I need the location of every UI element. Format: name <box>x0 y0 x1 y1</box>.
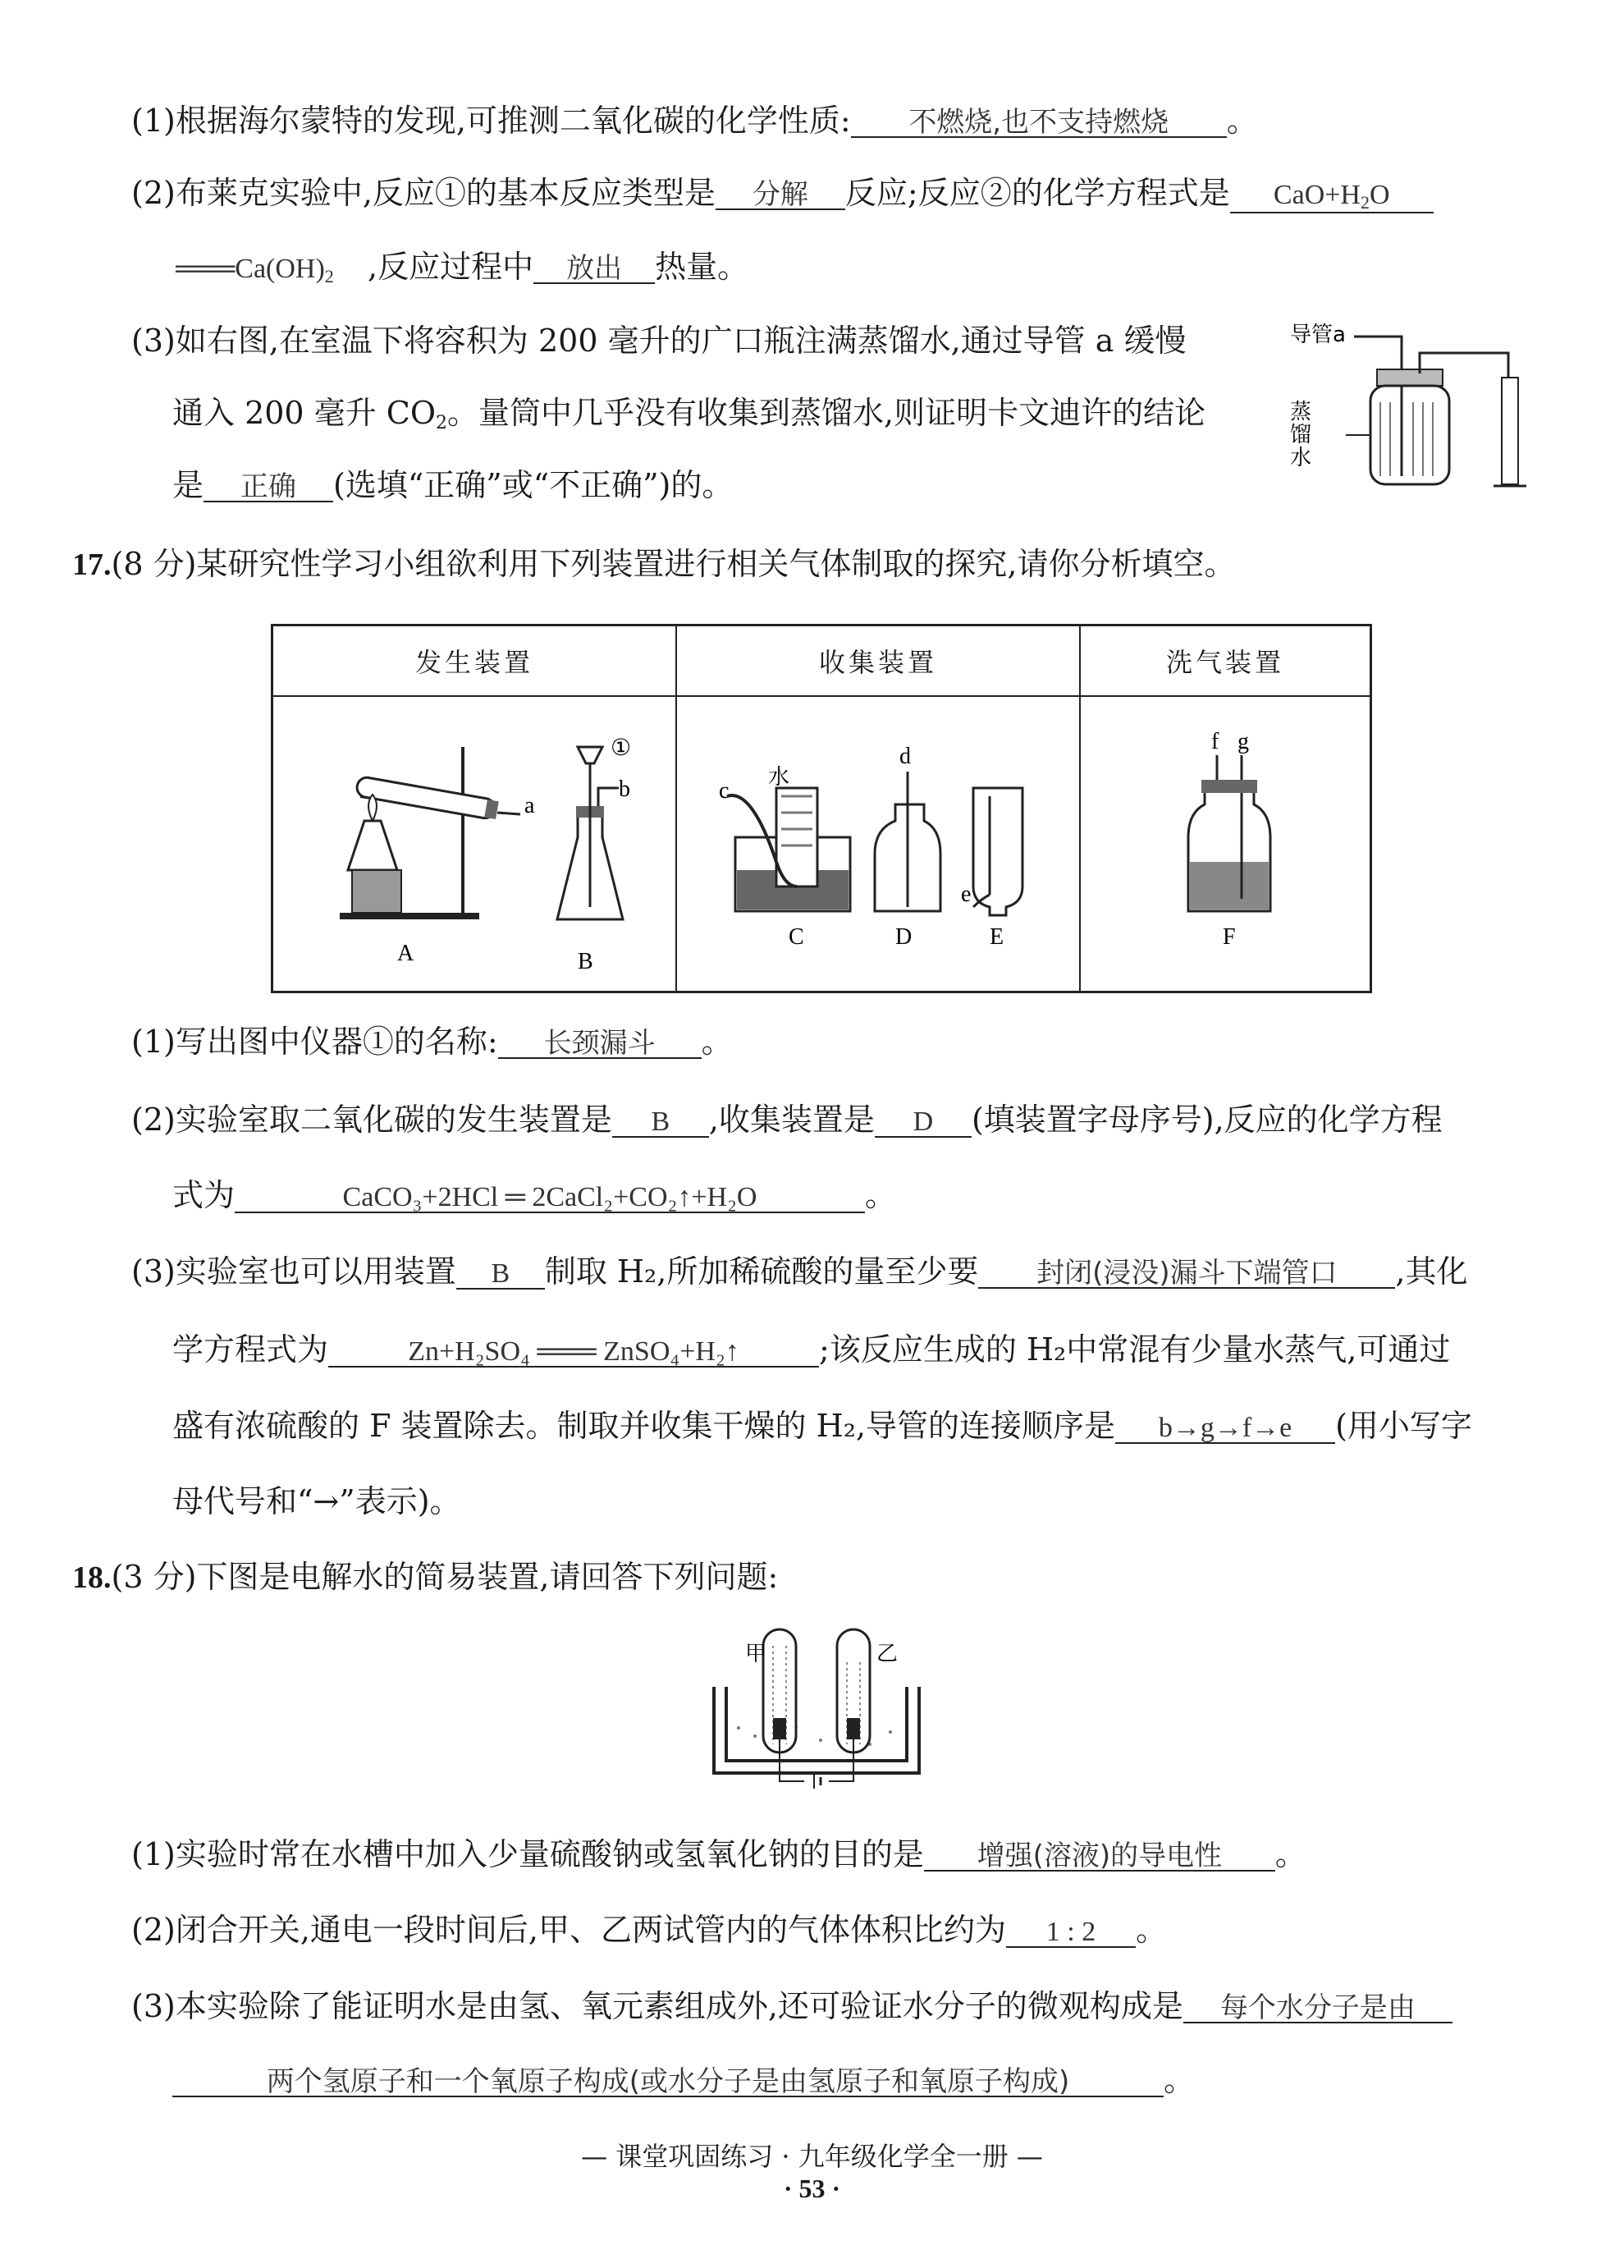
label-g: g <box>1237 729 1249 754</box>
q16-answer-3: 正确 <box>204 473 333 502</box>
q16-part3-line1: (3)如右图,在室温下将容积为 200 毫升的广口瓶注满蒸馏水,通过导管 a 缓慢 <box>131 323 1187 359</box>
label-f: f <box>1211 729 1219 754</box>
q18-answer-1: 增强(溶液)的导电性 <box>924 1842 1275 1872</box>
fig-label-water-3: 水 <box>1290 446 1312 470</box>
label-c: c <box>719 778 730 804</box>
q18-answer-3a: 每个水分子是由 <box>1183 1994 1452 2023</box>
label-d: d <box>899 744 911 769</box>
apparatus-table <box>271 624 1372 993</box>
q16-part2-line2: $═══Ca(OH)_2$ ,反应过程中 放出 热量。 <box>172 251 748 286</box>
fig-label-water-2: 馏 <box>1290 423 1312 447</box>
q17-part3-line4: 母代号和“→”表示)。 <box>172 1483 461 1519</box>
q17-answer-3a: B <box>456 1260 545 1290</box>
cell-collectors <box>676 696 1080 992</box>
q16-answer-2b-cont: $═══Ca(OH)_2$ <box>176 254 334 286</box>
label-1: ① <box>611 735 632 761</box>
label-C: C <box>789 924 804 950</box>
q16-part3-line2: 通入 200 毫升 $CO_2$。量筒中几乎没有收集到蒸馏水,则证明卡文迪许的结论 <box>172 395 1206 433</box>
q16-part2-line1: (2)布莱克实验中,反应①的基本反应类型是 分解 反应;反应②的化学方程式是 $CaO+H_2O$ <box>131 177 1434 213</box>
label-B: B <box>578 949 593 974</box>
label-e: e <box>961 882 972 907</box>
label-a: a <box>524 793 535 818</box>
gas-collection-figure <box>1288 312 1535 501</box>
q16-answer-2b: $CaO+H_2O$ <box>1230 181 1434 213</box>
fig-label-water-1: 蒸 <box>1290 400 1312 424</box>
q17-part2-line1: (2)实验室取二氧化碳的发生装置是 B ,收集装置是 D (填装置字母序号),反应的化学方程 <box>131 1102 1443 1138</box>
q18-answer-2: 1 : 2 <box>1006 1918 1136 1948</box>
header-collector: 收集装置 <box>676 625 1080 697</box>
washer-figure <box>1082 698 1369 987</box>
page-number: · 53 · <box>783 2174 841 2203</box>
q17-intro: 17.(8 分)某研究性学习小组欲利用下列装置进行相关气体制取的探究,请你分析填空。 <box>72 546 1236 582</box>
q17-answer-3b: 封闭(浸没)漏斗下端管口 <box>978 1259 1395 1289</box>
label-b: b <box>619 777 630 802</box>
label-F: F <box>1223 924 1236 950</box>
q17-answer-2c: CaCO₃+2HCl ═ 2CaCl₂+CO₂↑+H₂O <box>235 1184 865 1213</box>
label-E: E <box>990 924 1004 950</box>
q17-answer-1: 长颈漏斗 <box>498 1029 702 1059</box>
q18-part3-line1: (3)本实验除了能证明水是由氢、氧元素组成外,还可验证水分子的微观构成是 每个水分子是由 <box>131 1991 1452 2023</box>
q17-part1: (1)写出图中仪器①的名称: 长颈漏斗 。 <box>131 1024 733 1060</box>
label-A: A <box>397 941 414 966</box>
q17-part3-line1: (3)实验室也可以用装置 B 制取 H₂,所加稀硫酸的量至少要 封闭(浸没)漏斗下端管口 ,其化 <box>131 1253 1468 1290</box>
cell-generators <box>272 696 677 992</box>
label-D: D <box>895 924 913 950</box>
q18-answer-3b: 两个氢原子和一个氧原子构成(或水分子是由氢原子和氧原子构成) <box>172 2068 1164 2097</box>
label-yi: 乙 <box>876 1642 899 1666</box>
q17-answer-3c: Zn+H₂SO₄ ═══ ZnSO₄+H₂↑ <box>328 1338 819 1368</box>
cell-washer <box>1080 696 1371 992</box>
q17-answer-2b: D <box>875 1108 972 1138</box>
q17-part3-line3: 盛有浓硫酸的 F 装置除去。制取并收集干燥的 H₂,导管的连接顺序是 b→g→f→e (用小写字 <box>172 1408 1472 1444</box>
q17-answer-2a: B <box>612 1108 709 1138</box>
q17-answer-3d: b→g→f→e <box>1115 1414 1335 1444</box>
electrolysis-figure <box>706 1621 927 1798</box>
q16-part1: (1)根据海尔蒙特的发现,可推测二氧化碳的化学性质: 不燃烧,也不支持燃烧 。 <box>131 103 1258 139</box>
collector-figure <box>678 698 1078 987</box>
q17-part2-line2: 式为 CaCO₃+2HCl ═ 2CaCl₂+CO₂↑+H₂O 。 <box>172 1177 897 1213</box>
footer-title: — 课堂巩固练习 · 九年级化学全一册 — <box>581 2141 1043 2172</box>
header-generator: 发生装置 <box>272 625 677 697</box>
header-washer: 洗气装置 <box>1080 625 1371 697</box>
q18-part2: (2)闭合开关,通电一段时间后,甲、乙两试管内的气体体积比约为 1 : 2 。 <box>131 1912 1168 1948</box>
q16-answer-2c: 放出 <box>533 254 655 284</box>
q16-answer-1: 不燃烧,也不支持燃烧 <box>851 108 1227 138</box>
label-water: 水 <box>768 765 790 790</box>
q16-part3-line3: 是 正确 (选填“正确”或“不正确”)的。 <box>172 467 734 503</box>
fig-label-tube-a: 导管a <box>1290 323 1346 347</box>
q16-answer-2a: 分解 <box>716 181 845 210</box>
q17-part3-line2: 学方程式为 Zn+H₂SO₄ ═══ ZnSO₄+H₂↑ ;该反应生成的 H₂中常混有少量水蒸气,可通过 <box>172 1331 1451 1368</box>
q18-part1: (1)实验时常在水槽中加入少量硫酸钠或氢氧化钠的目的是 增强(溶液)的导电性 。 <box>131 1836 1306 1872</box>
label-jia: 甲 <box>745 1642 767 1666</box>
generator-figure <box>274 698 675 987</box>
q18-intro: 18.(3 分)下图是电解水的简易装置,请回答下列问题: <box>72 1559 779 1595</box>
q18-part3-line2: 两个氢原子和一个氧原子构成(或水分子是由氢原子和氧原子构成) 。 <box>172 2064 1195 2097</box>
